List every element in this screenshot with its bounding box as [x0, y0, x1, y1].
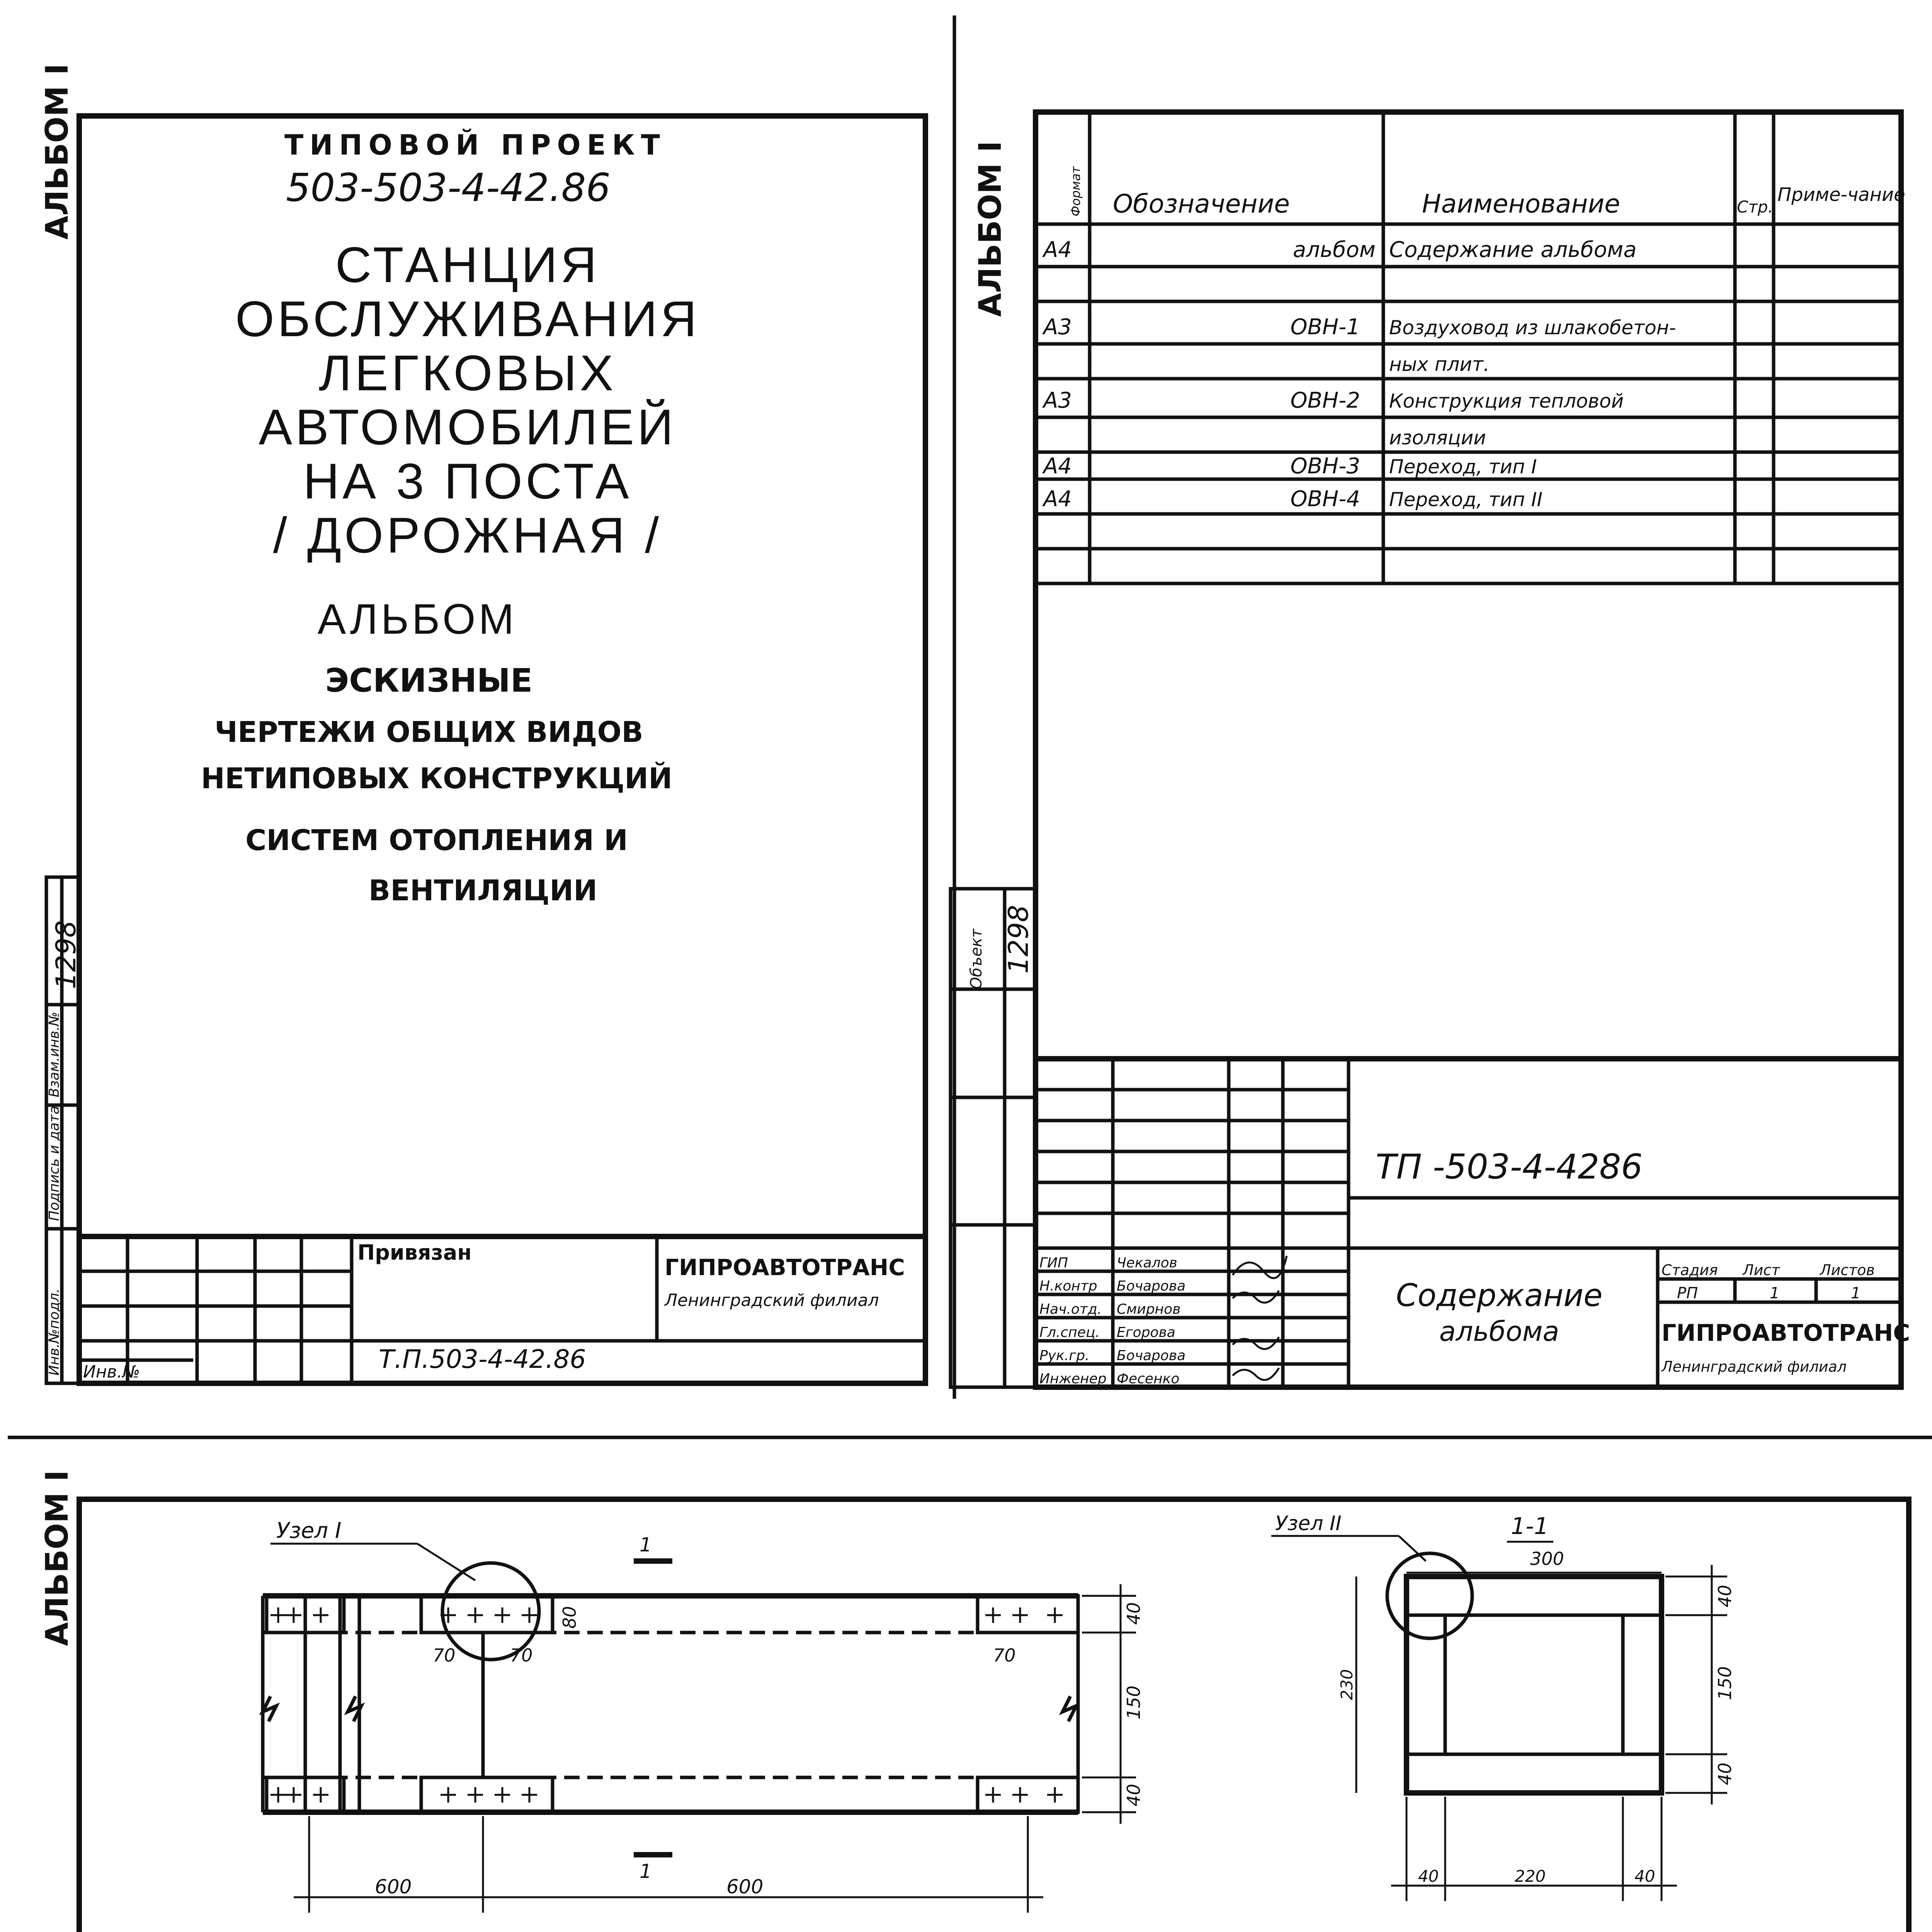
row-3-designation: ОВН-1 [1290, 315, 1360, 340]
cover-stamp-org: ГИПРОАВТОТРАНС [665, 1254, 905, 1281]
cover-stamp-code: Т.П.503-4-42.86 [379, 1344, 586, 1374]
contents-name-3: Смирнов [1117, 1301, 1181, 1317]
screw-marks [270, 1607, 1063, 1803]
cover-header: ТИПОВОЙ ПРОЕКТ [284, 129, 666, 161]
node2-callout-circle [1387, 1553, 1472, 1638]
row-7-name: Переход, тип I [1389, 456, 1537, 478]
contents-stamp-stage: РП [1677, 1284, 1698, 1302]
cover-title-5: НА 3 ПОСТА [303, 453, 632, 509]
plan-dim-70b: 70 [510, 1645, 533, 1666]
contents-stamp-org: ГИПРОАВТОТРАНС [1662, 1320, 1910, 1347]
row-8-format: А4 [1043, 486, 1072, 512]
plan-dim-80: 80 [559, 1606, 580, 1629]
contents-header-designation: Обозначение [1113, 189, 1290, 219]
contents-name-5: Бочарова [1117, 1348, 1186, 1364]
cover-sub-2: ЧЕРТЕЖИ ОБЩИХ ВИДОВ [214, 716, 643, 749]
plan-dim-40b: 40 [1123, 1784, 1144, 1806]
cover-album-word: АЛЬБОМ [317, 595, 517, 643]
contents-role-6: Инженер [1039, 1371, 1107, 1387]
row-5-name: Конструкция тепловой [1389, 390, 1624, 412]
cover-sub-3: НЕТИПОВЫХ КОНСТРУКЦИЙ [201, 762, 673, 795]
plan-dim-150: 150 [1123, 1685, 1144, 1719]
cover-side-label-3: Взам.инв.№ [46, 1012, 62, 1097]
contents-stamp-sheets: 1 [1851, 1284, 1861, 1302]
contents-side-number: 1298 [1003, 905, 1034, 974]
contents-role-2: Н.контр [1039, 1278, 1097, 1294]
section-node2-label: Узел II [1275, 1512, 1342, 1535]
section-dim-230: 230 [1337, 1669, 1356, 1700]
section-label: 1-1 [1511, 1513, 1549, 1540]
contents-table [1036, 112, 1905, 583]
row-3-name: Воздуховод из шлакобетон- [1389, 316, 1676, 339]
contents-header-format: Формат [1068, 166, 1083, 216]
contents-stamp-title-1: Содержание [1396, 1277, 1603, 1313]
section-dim-40a: 40 [1714, 1585, 1735, 1607]
row-7-designation: ОВН-3 [1290, 454, 1360, 479]
row-6-name: изоляции [1389, 427, 1486, 449]
cover-stamp-inv: Инв.№ [83, 1362, 140, 1382]
cover-sub-4: СИСТЕМ ОТОПЛЕНИЯ И [245, 824, 628, 857]
section-dim-40b: 40 [1714, 1762, 1735, 1785]
contents-role-3: Нач.отд. [1039, 1301, 1102, 1317]
contents-name-4: Егорова [1117, 1325, 1175, 1340]
plan-dim-70a: 70 [433, 1645, 456, 1666]
cut-mark-bottom: 1 [639, 1860, 652, 1883]
contents-stamp-code: ТП -503-4-4286 [1376, 1147, 1643, 1187]
cover-side-number: 1298 [50, 920, 82, 989]
contents-name-2: Бочарова [1117, 1278, 1186, 1294]
cover-stamp-branch: Ленинградский филиал [665, 1291, 879, 1310]
contents-name-1: Чекалов [1117, 1255, 1177, 1271]
row-1-format: А4 [1043, 237, 1072, 262]
cover-title-4: АВТОМОБИЛЕЙ [259, 399, 677, 455]
contents-header-page: Стр. [1737, 197, 1773, 216]
contents-stamp [1036, 1059, 1910, 1387]
contents-role-5: Рук.гр. [1039, 1348, 1090, 1364]
cover-side-label-2: Подпись и дата [46, 1105, 62, 1221]
section-dim-150: 150 [1714, 1666, 1735, 1700]
cover-sub-1: ЭСКИЗНЫЕ [325, 662, 533, 699]
plan-dim-70c: 70 [993, 1645, 1016, 1666]
cover-sheet [39, 63, 925, 1383]
contents-stamp-sheet: 1 [1770, 1284, 1780, 1302]
contents-album-side: АЛЬБОМ I [972, 141, 1008, 317]
contents-stamp-sheets-h: Листов [1820, 1262, 1875, 1279]
row-4-name: ных плит. [1389, 353, 1490, 376]
cover-title-6: / ДОРОЖНАЯ / [273, 507, 662, 563]
section-dim-40c: 40 [1418, 1867, 1439, 1886]
section-1-1 [1271, 1512, 1735, 1901]
contents-header-name: Наименование [1422, 189, 1620, 219]
cut-mark-top: 1 [639, 1534, 652, 1556]
row-1-designation: альбом [1293, 237, 1376, 262]
row-5-designation: ОВН-2 [1290, 388, 1360, 413]
cover-stamp [79, 1236, 925, 1383]
contents-stamp-branch: Ленинградский филиал [1662, 1358, 1847, 1375]
row-3-format: А3 [1043, 315, 1072, 340]
cover-side-label-1: Инв.№подл. [46, 1288, 62, 1376]
section-dim-300: 300 [1530, 1548, 1564, 1569]
row-8-name: Переход, тип II [1389, 488, 1543, 511]
contents-stamp-stage-h: Стадия [1662, 1262, 1718, 1279]
plan-dim-600a: 600 [375, 1876, 412, 1898]
cover-stamp-privyazan: Привязан [357, 1240, 472, 1265]
drawing-album-side: АЛЬБОМ I [39, 1470, 75, 1646]
contents-stamp-sheet-h: Лист [1743, 1262, 1780, 1279]
cover-title-1: СТАНЦИЯ [335, 236, 600, 293]
contents-role-4: Гл.спец. [1039, 1325, 1100, 1340]
contents-sheet [951, 112, 1910, 1387]
duct-plan-view [263, 1518, 1144, 1913]
cover-album-side: АЛЬБОМ I [39, 63, 75, 240]
row-7-format: А4 [1043, 454, 1072, 479]
contents-side-object: Объект [968, 929, 985, 989]
contents-name-6: Фесенко [1117, 1371, 1180, 1387]
row-1-name: Содержание альбома [1389, 237, 1637, 262]
cover-title-2: ОБСЛУЖИВАНИЯ [235, 291, 700, 347]
contents-frame [1036, 112, 1901, 1387]
plan-dim-40a: 40 [1123, 1602, 1144, 1625]
contents-role-1: ГИП [1039, 1255, 1068, 1271]
row-5-format: А3 [1043, 388, 1072, 413]
section-dim-220: 220 [1515, 1867, 1546, 1886]
plan-node1-label: Узел I [276, 1518, 342, 1543]
cover-title-3: ЛЕГКОВЫХ [318, 345, 617, 401]
cover-project-no: 503-503-4-42.86 [286, 165, 611, 210]
cover-sub-5: ВЕНТИЛЯЦИИ [368, 874, 598, 907]
plan-dim-600b: 600 [726, 1876, 764, 1898]
contents-header-note: Приме-чание [1777, 184, 1905, 206]
row-8-designation: ОВН-4 [1290, 486, 1360, 512]
contents-stamp-title-2: альбома [1439, 1316, 1560, 1347]
section-dim-40d: 40 [1634, 1867, 1655, 1886]
drawing-sheet [39, 1470, 1932, 1932]
